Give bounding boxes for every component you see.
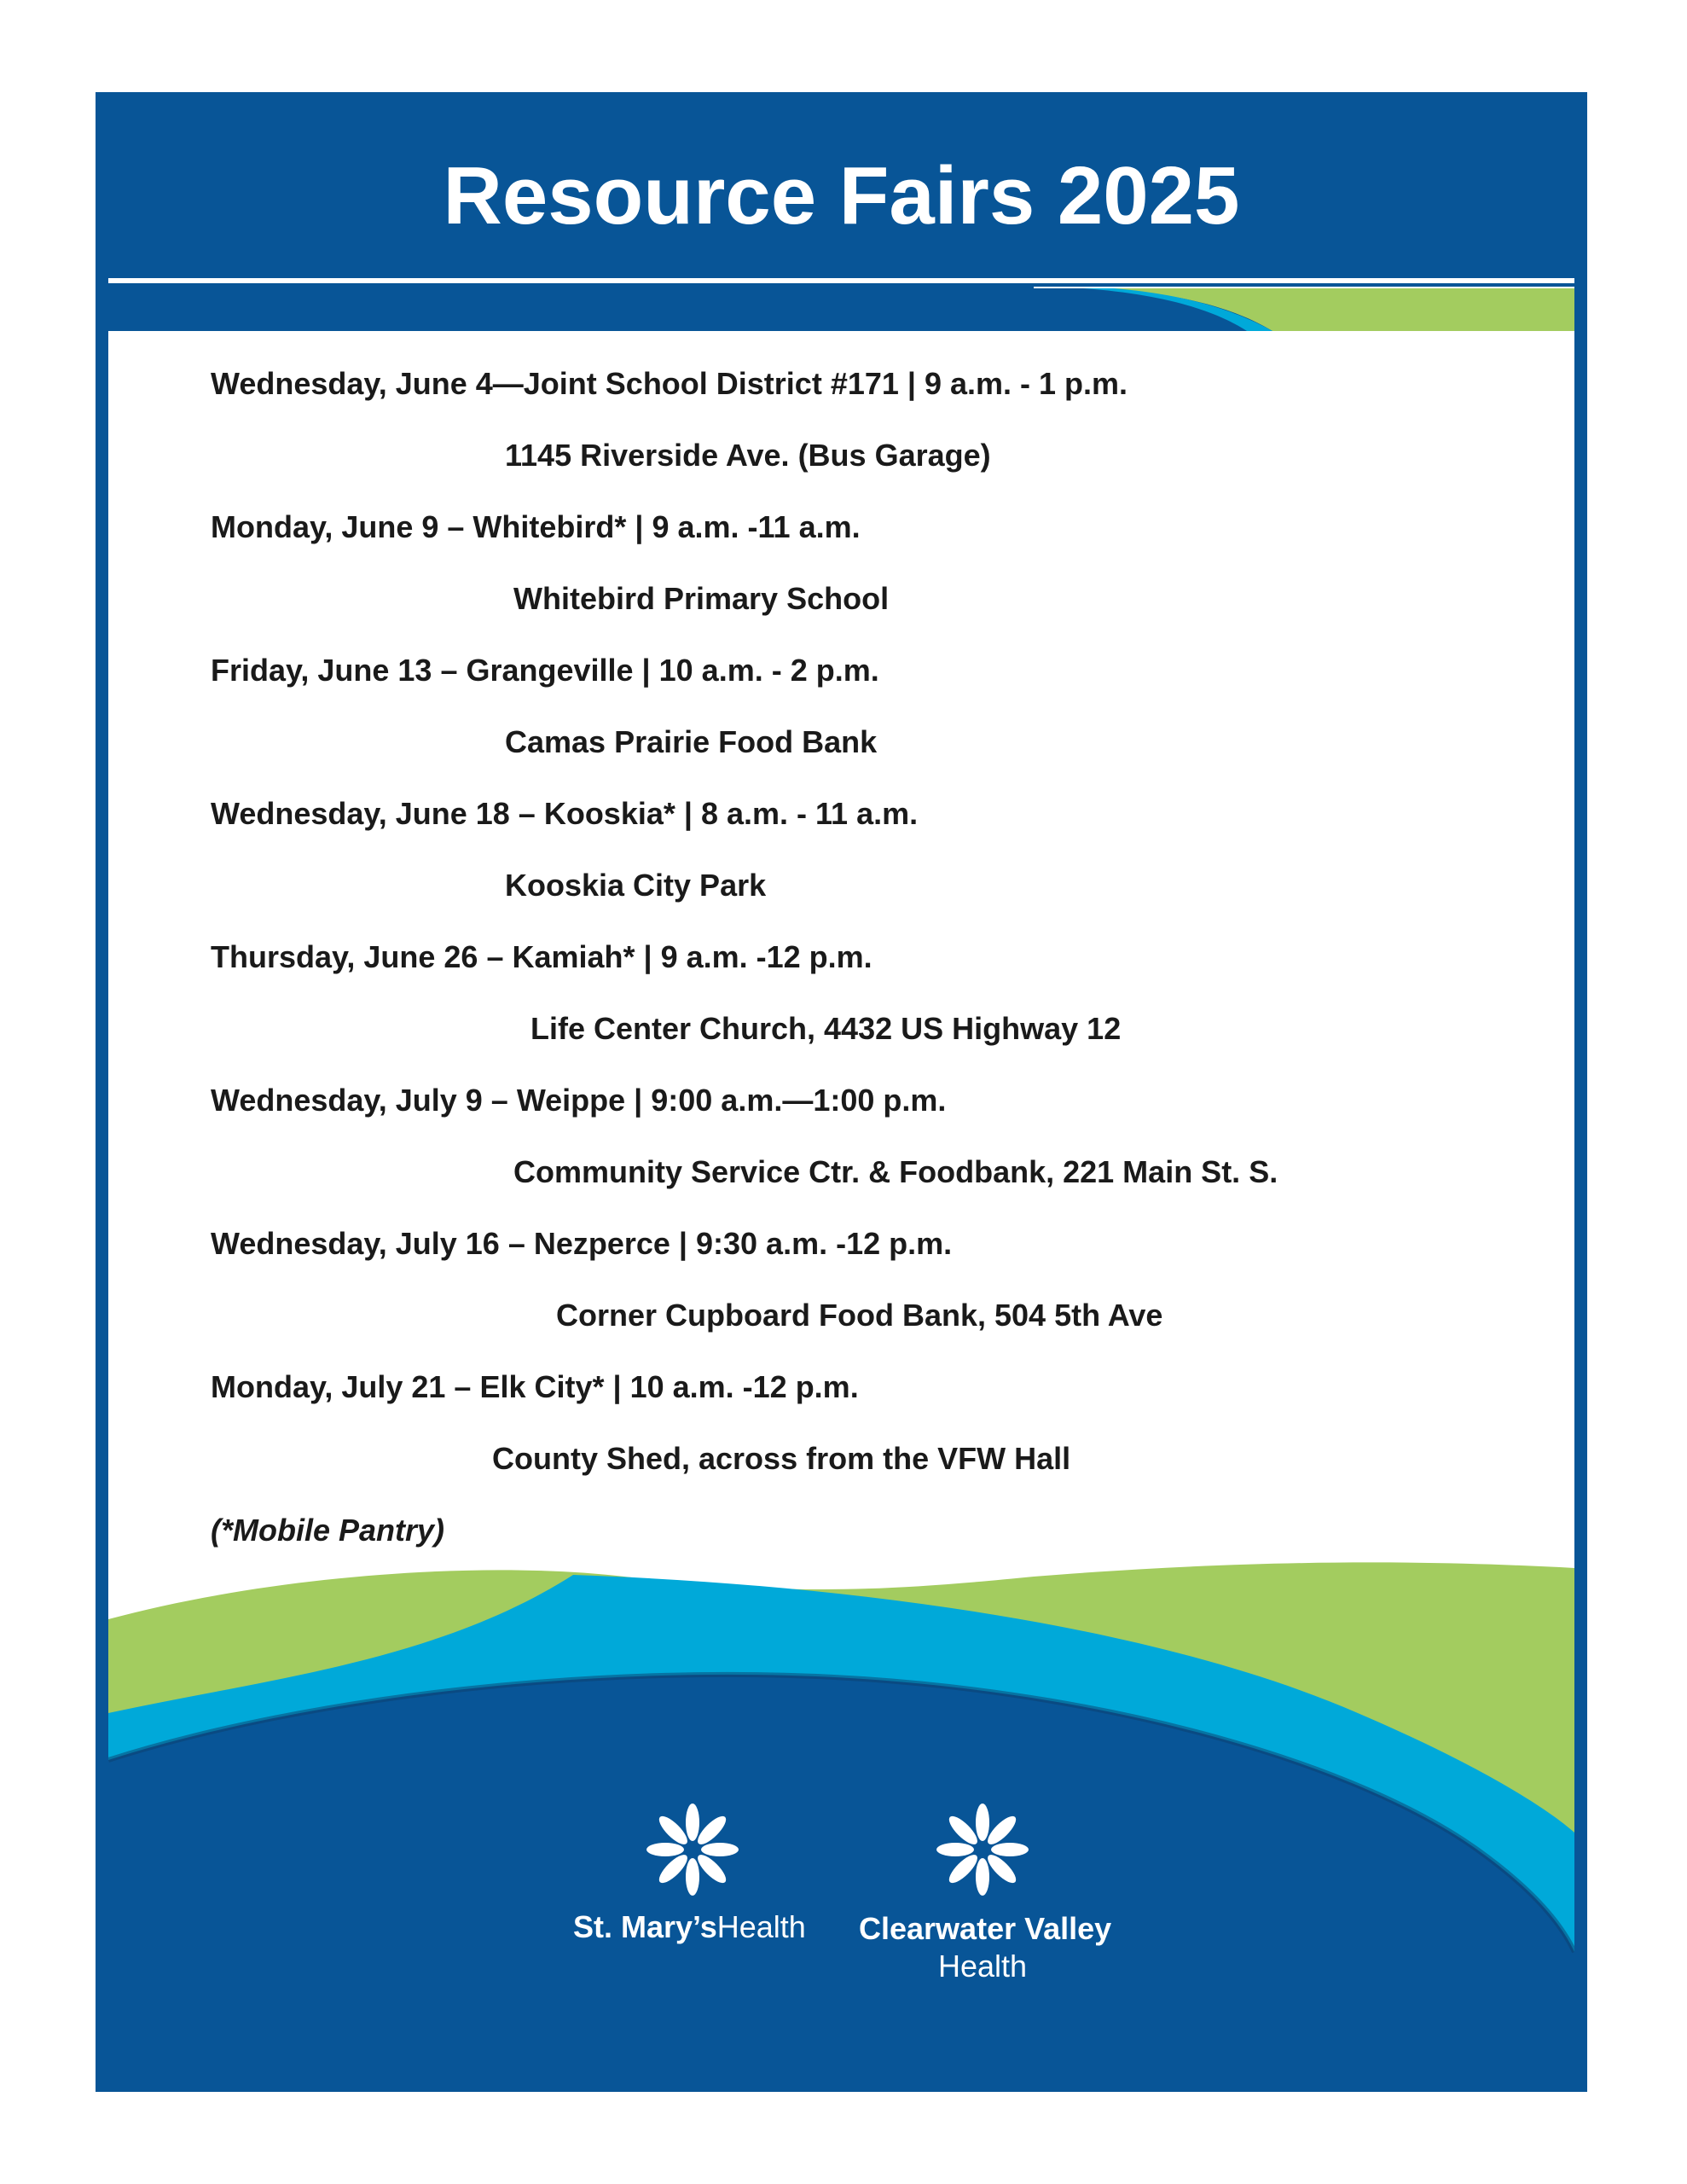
st-marys-health-logo <box>573 1909 806 1945</box>
event-date-time: Monday, June 9 – Whitebird* | 9 a.m. -11 a.m. <box>211 509 861 544</box>
flyer <box>96 92 1587 2092</box>
event-date-time: Thursday, June 26 – Kamiah* | 9 a.m. -12 p.m. <box>211 939 872 974</box>
event-date-time: Wednesday, July 16 – Nezperce | 9:30 a.m. -12 p.m. <box>211 1226 953 1261</box>
event-date-time: Monday, July 21 – Elk City* | 10 a.m. -12 p.m. <box>211 1369 859 1404</box>
event-location: Camas Prairie Food Bank <box>505 724 878 759</box>
partner-logos <box>96 92 1587 2092</box>
page-title: Resource Fairs 2025 <box>443 150 1240 241</box>
event-location: Kooskia City Park <box>505 868 767 903</box>
event-location: County Shed, across from the VFW Hall <box>492 1441 1071 1476</box>
event-date-time: Wednesday, July 9 – Weippe | 9:00 a.m.—1:00 p.m. <box>211 1083 947 1118</box>
flower-icon <box>931 1798 1034 1901</box>
event-date-time: Wednesday, June 4—Joint School District #171 | 9 a.m. - 1 p.m. <box>211 366 1128 401</box>
event-location: 1145 Riverside Ave. (Bus Garage) <box>505 438 991 473</box>
event-location: Corner Cupboard Food Bank, 504 5th Ave <box>556 1298 1163 1333</box>
mobile-pantry-note: (*Mobile Pantry) <box>211 1513 445 1548</box>
clearwater-valley-logo-line2: Health <box>938 1949 1028 1984</box>
event-location: Community Service Ctr. & Foodbank, 221 Main St. S. <box>513 1154 1278 1189</box>
event-date-time: Wednesday, June 18 – Kooskia* | 8 a.m. - 11 a.m. <box>211 796 919 831</box>
event-location: Whitebird Primary School <box>513 581 890 616</box>
event-location: Life Center Church, 4432 US Highway 12 <box>530 1011 1122 1046</box>
logo-name-bold: St. Mary’s <box>573 1909 717 1944</box>
event-date-time: Friday, June 13 – Grangeville | 10 a.m. - 2 p.m. <box>211 653 879 688</box>
clearwater-valley-logo-line1: Clearwater Valley <box>859 1911 1112 1946</box>
logo-name-light: Health <box>716 1909 806 1944</box>
flower-icon <box>641 1798 744 1901</box>
